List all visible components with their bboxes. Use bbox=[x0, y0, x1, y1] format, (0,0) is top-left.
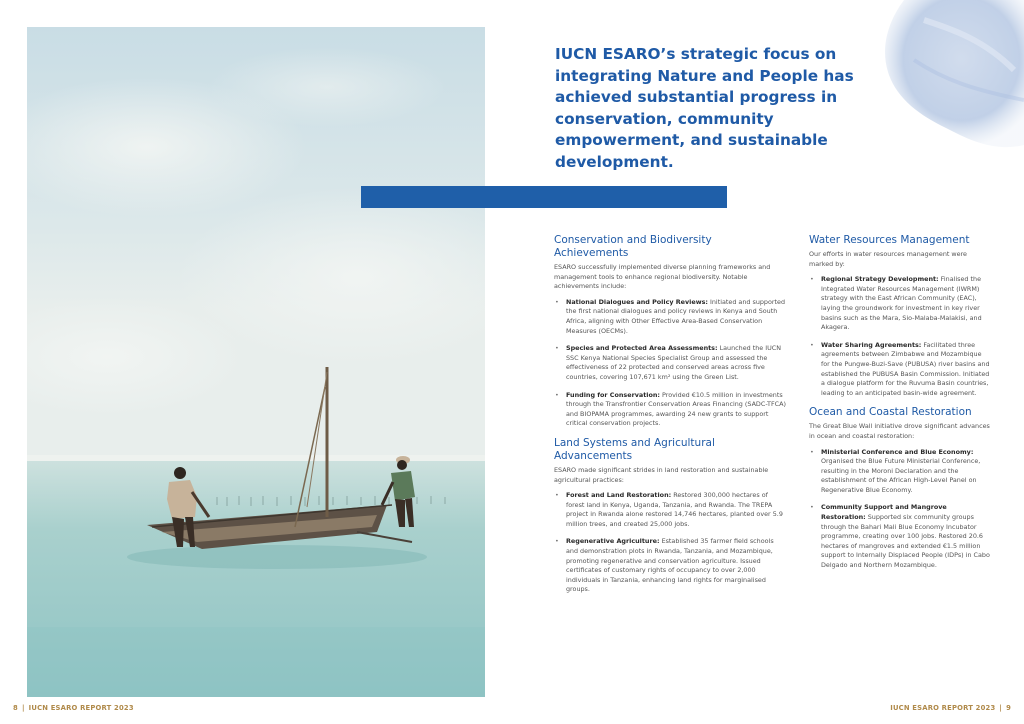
bullet-list bbox=[809, 275, 991, 398]
bullet-list bbox=[554, 491, 786, 595]
section-heading: Ocean and Coastal Restoration bbox=[809, 406, 972, 419]
section-heading: Conservation and Biodiversity Achievements bbox=[554, 234, 712, 259]
footer-separator: | bbox=[21, 704, 25, 712]
bullet-list bbox=[554, 298, 786, 429]
page-headline: IUCN ESARO’s strategic focus on integrating Nature and People has achieved substantial progress in conservation, community empowerment, and sustainable development. bbox=[555, 45, 854, 171]
list-item: • Regenerative Agriculture: Established 35 farmer field schools and demonstration plots in Rwanda, Tanzania, and Mozambique, promoting regenerative and conservation agriculture. Issued certificates of customary rights of occupancy to over 2,000 individuals in Tanzania, enhancing land rights for marginalised groups. bbox=[554, 537, 786, 595]
section-intro: Our efforts in water resources management were marked by: bbox=[809, 250, 967, 268]
list-item: • Forest and Land Restoration: Restored 300,000 hectares of forest land in Kenya, Uganda, Tanzania, and Rwanda. The TREPA project in Rwanda alone restored 14,746 hectares, planted over 5.9 million trees, and created 25,000 jobs. bbox=[554, 491, 786, 529]
bullet-list bbox=[809, 448, 991, 571]
list-item: • Ministerial Conference and Blue Economy: Organised the Blue Future Ministerial Conference, resulting in the Moroni Declaration and the establishment of the African High-Level Panel on Regenerative Blue Economy. bbox=[809, 448, 991, 496]
footer-left bbox=[13, 704, 134, 712]
list-item: • Community Support and Mangrove Restoration: Supported six community groups through the Bahari Mali Blue Economy Incubator programme, creating over 100 jobs. Restored 20.6 hectares of mangroves and extended €1.5 million support to Internally Displaced People (IDPs) in Cabo Delgado and Northern Mozambique. bbox=[809, 503, 991, 570]
page-number: 8 bbox=[13, 704, 18, 712]
section-intro: The Great Blue Wall initiative drove significant advances in ocean and coastal restoration: bbox=[809, 422, 990, 440]
footer-title: IUCN ESARO REPORT 2023 bbox=[890, 704, 996, 712]
section-intro: ESARO made significant strides in land restoration and sustainable agricultural practices: bbox=[554, 465, 769, 484]
list-item: • Regional Strategy Development: Finalised the Integrated Water Resources Management (IWRM) strategy with the East African Community (EAC), laying the groundwork for investment in key river basins such as the Mara, Sio-Malaba-Malakisi, and Akagera. bbox=[809, 275, 991, 333]
page-number: 9 bbox=[1006, 704, 1011, 712]
footer-right bbox=[890, 704, 1011, 712]
accent-bar bbox=[361, 186, 727, 208]
right-text-column bbox=[809, 234, 991, 579]
footer-title: IUCN ESARO REPORT 2023 bbox=[28, 704, 134, 712]
fishermen-boat-photo bbox=[27, 27, 485, 697]
list-item: • National Dialogues and Policy Reviews: Initiated and supported the first national dialogues and policy reviews in Kenya and South Africa, aligning with Other Effective Area-Based Conservation Measures (OECMs). bbox=[554, 298, 786, 336]
watercolor-splash-decoration bbox=[874, 0, 1024, 150]
section-heading: Water Resources Management bbox=[809, 234, 970, 246]
left-text-column bbox=[554, 234, 786, 603]
list-item: • Water Sharing Agreements: Facilitated three agreements between Zimbabwe and Mozambique for the Pungwe-Buzi-Save (PUBUSA) river basins and established the PUBUSA Basin Commission. Initiated a dialogue platform for the Ruvuma Basin countries, leading to an anticipated basin-wide agreement. bbox=[809, 341, 991, 399]
list-item: • Funding for Conservation: Provided €10.5 million in investments through the Transfrontier Conservation Areas Financing (SADC-TFCA) and BIOPAMA programmes, awarding 24 new grants to support critical conservation projects. bbox=[554, 391, 786, 429]
section-intro: ESARO successfully implemented diverse planning frameworks and management tools to enhance regional biodiversity. Notable achievements include: bbox=[554, 263, 771, 291]
section-heading: Land Systems and Agricultural Advancements bbox=[554, 436, 715, 462]
cover-photo bbox=[27, 27, 485, 697]
footer-separator: | bbox=[999, 704, 1003, 712]
list-item: • Species and Protected Area Assessments: Launched the IUCN SSC Kenya National Species Specialist Group and assessed the effectiveness of 22 protected and conserved areas across five countries, covering 107,671 km² using the Green List. bbox=[554, 344, 786, 382]
